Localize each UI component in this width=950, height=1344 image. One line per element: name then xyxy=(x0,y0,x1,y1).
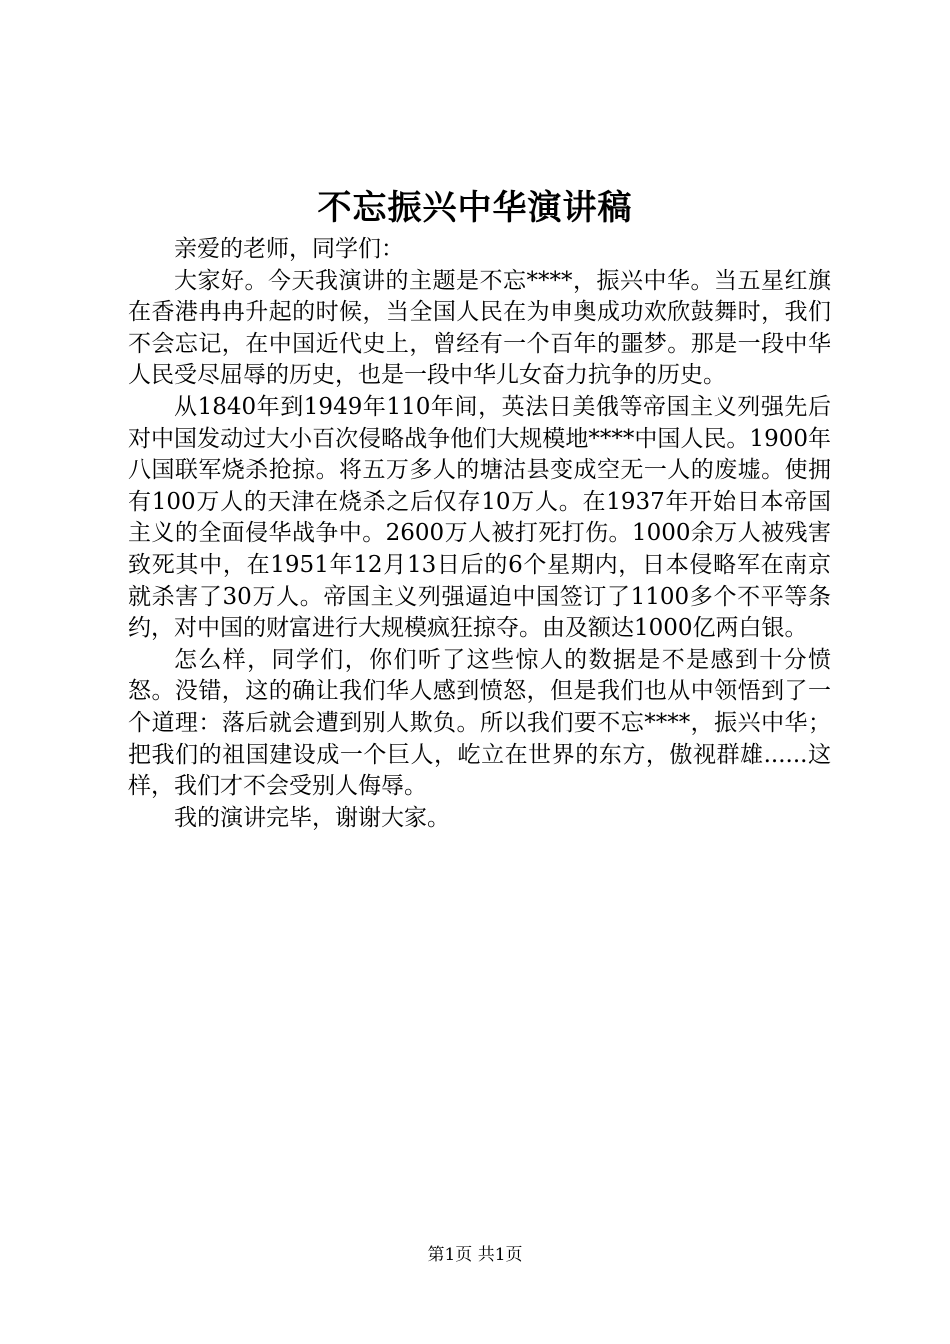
closing-paragraph: 我的演讲完毕，谢谢大家。 xyxy=(174,804,450,831)
document-body xyxy=(128,234,831,834)
page-footer: 第1页 共1页 xyxy=(427,1245,523,1265)
body-paragraph: 大家好。今天我演讲的主题是不忘****，振兴中华。当五星红旗在香港冉冉升起的时候，当全国人民在为申奥成功欢欣鼓舞时，我们不会忘记，在中国近代史上，曾经有一个百年的噩梦。那是一段中华人民受尽屈辱的历史，也是一段中华儿女奋力抗争的历史。 xyxy=(128,267,831,389)
document-title: 不忘振兴中华演讲稿 xyxy=(317,188,633,228)
body-paragraph: 怎么样，同学们，你们听了这些惊人的数据是不是感到十分愤怒。没错，这的确让我们华人感到愤怒，但是我们也从中领悟到了一个道理：落后就会遭到别人欺负。所以我们要不忘****，振兴中华；把我们的祖国建设成一个巨人，屹立在世界的东方，傲视群雄......这样，我们才不会受别人侮辱。 xyxy=(128,646,831,800)
greeting-paragraph: 亲爱的老师，同学们： xyxy=(174,236,404,262)
body-paragraph: 从1840年到1949年110年间，英法日美俄等帝国主义列强先后对中国发动过大小百次侵略战争他们大规模地****中国人民。1900年八国联军烧杀抢掠。将五万多人的塘沽县变成空无一人的废墟。使拥有100万人的天津在烧杀之后仅存10万人。在1937年开始日本帝国主义的全面侵华战争中。2600万人被打死打伤。1000余万人被残害致死其中，在1951年12月13日后的6个星期内，日本侵略军在南京就杀害了30万人。帝国主义列强逼迫中国签订了1100多个不平等条约，对中国的财富进行大规模疯狂掠夺。由及额达1000亿两白银。 xyxy=(128,393,831,642)
